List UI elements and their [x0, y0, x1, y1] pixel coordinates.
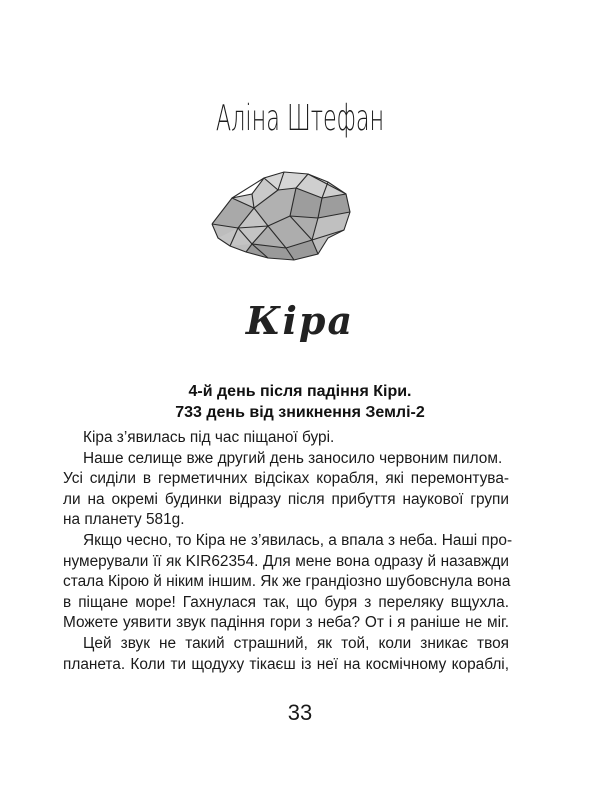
text-line: Усі сиділи в герметичних відсіках корабля, які перемонтува- — [63, 470, 509, 488]
crumpled-paper-polygon-icon — [208, 168, 354, 262]
text-line: на планету 581g. — [63, 511, 185, 529]
text-line: нумерували її як KIR62354. Для мене вона одразу й назавжди — [63, 552, 509, 570]
text-line: Якщо чесно, то Кіра не з’явилась, а впала з неба. Наші про- — [83, 531, 513, 549]
page-number: 33 — [287, 700, 313, 725]
body-text — [63, 428, 513, 675]
author-name: Аліна Штефан — [215, 98, 385, 139]
chapter-title: Кіра — [245, 298, 355, 343]
chapter-subheading — [0, 381, 600, 423]
subheading-line: 4-й день після падіння Кіри. — [188, 383, 412, 400]
text-line: планета. Коли ти щодуху тікаєш із неї на космічному кораблі, — [63, 655, 509, 673]
text-line: Цей звук не такий страшний, як той, коли зникає твоя — [83, 634, 509, 652]
text-line: Наше селище вже другий день заносило червоним пилом. — [83, 449, 503, 467]
text-line: в піщане море! Гахнулася так, що буря з переляку вщухла. — [63, 593, 509, 611]
text-line: стала Кірою й ніким іншим. Як же грандіозно шубовснула вона — [63, 573, 511, 591]
text-line: Можете уявити звук падіння гори з неба? От і я раніше не міг. — [63, 614, 509, 632]
subheading-line: 733 день від зникнення Землі-2 — [175, 404, 425, 421]
text-line: Кіра з’явилась під час піщаної бурі. — [83, 429, 335, 446]
text-line: ли на окремі будинки відразу після прибуття наукової групи — [63, 490, 509, 508]
